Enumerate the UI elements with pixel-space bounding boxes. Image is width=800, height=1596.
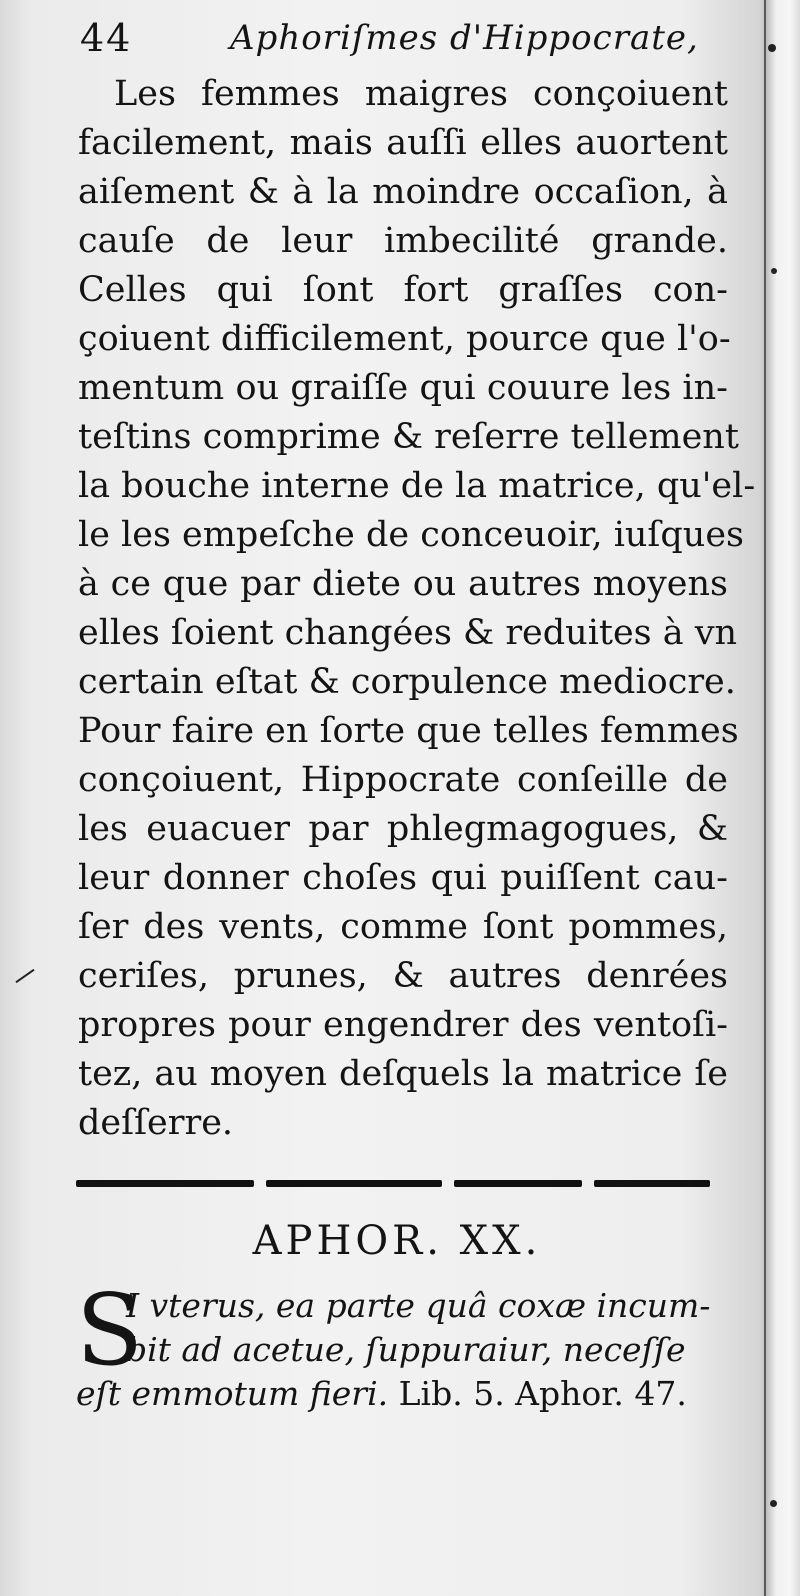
page-number: 44 — [80, 16, 133, 60]
latin-text: eſt emmotum fieri. — [76, 1374, 389, 1413]
text-line: la bouche interne de la matrice, qu'el- — [78, 466, 756, 506]
text-line: conçoiuent, Hippocrate conſeille de — [78, 760, 728, 800]
text-line: le les empeſche de conceuoir, iuſques — [78, 515, 745, 555]
ornamental-rule — [76, 1180, 718, 1190]
text-line: ſer des vents, comme ſont pommes, — [78, 907, 728, 947]
latin-line: I vterus, ea parte quâ coxæ incum- — [126, 1286, 711, 1325]
text-line: cauſe de leur imbecilité grande. — [78, 221, 728, 261]
text-line: elles ſoient changées & reduites à vn — [78, 613, 738, 653]
text-line: facilement, mais auſſi elles auortent — [78, 123, 728, 163]
ink-mark — [15, 969, 34, 983]
text-line: les euacuer par phlegmagogues, & — [78, 809, 728, 849]
text-line: Les femmes maigres conçoiuent — [114, 74, 728, 114]
page-header — [80, 14, 720, 74]
ink-speck — [770, 1500, 777, 1507]
text-line: à ce que par diete ou autres moyens — [78, 564, 728, 604]
text-line: aiſement & à la moindre occaſion, à — [78, 172, 728, 212]
text-line: tez, au moyen deſquels la matrice ſe — [78, 1054, 728, 1094]
text-line: Celles qui ſont fort graſſes con- — [78, 270, 728, 310]
page-gutter — [764, 0, 800, 1596]
text-line: teſtins comprime & reſerre tellement — [78, 417, 739, 457]
text-line: çoiuent difficilement, pource que l'o- — [78, 319, 731, 359]
text-line: ceriſes, prunes, & autres denrées — [78, 956, 728, 996]
running-title: Aphoriſmes d'Hippocrate, — [230, 18, 699, 58]
latin-quotation — [76, 1274, 726, 1416]
latin-line — [76, 1372, 726, 1416]
text-line: mentum ou graiſſe qui couure les in- — [78, 368, 728, 408]
rule-segment — [76, 1180, 254, 1187]
text-line: leur donner choſes qui puiſſent cau- — [78, 858, 728, 898]
text-line: certain eſtat & corpulence mediocre. — [78, 662, 736, 702]
body-paragraph — [78, 70, 756, 1148]
rule-segment — [594, 1180, 710, 1187]
rule-segment — [454, 1180, 582, 1187]
ink-speck — [768, 44, 776, 52]
text-line: propres pour engendrer des ventoſi- — [78, 1005, 728, 1045]
text-line: deſſerre. — [78, 1103, 234, 1143]
rule-segment — [266, 1180, 442, 1187]
citation: Lib. 5. Aphor. 47. — [388, 1374, 687, 1413]
aphorism-heading: APHOR. XX. — [252, 1218, 542, 1264]
drop-cap: S — [76, 1274, 144, 1388]
text-line: Pour faire en ſorte que telles femmes — [78, 711, 739, 751]
latin-line: bit ad acetue, ſuppuraiur, neceſſe — [126, 1330, 686, 1369]
ink-speck — [771, 268, 777, 274]
